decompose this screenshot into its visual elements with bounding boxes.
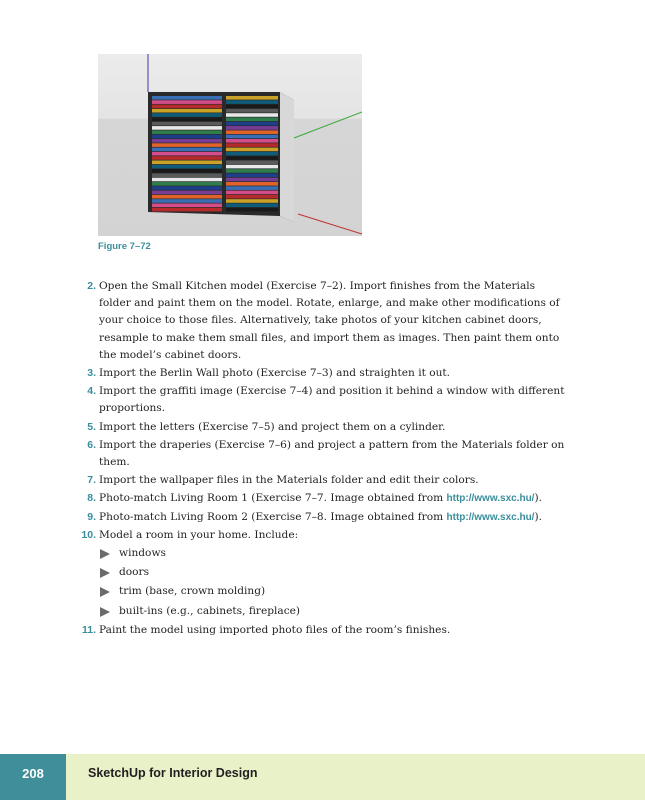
book-spine	[226, 143, 278, 147]
book-title: SketchUp for Interior Design	[88, 766, 258, 780]
book-spine	[152, 204, 222, 208]
book-spine	[152, 169, 222, 173]
list-item	[78, 472, 568, 489]
page-footer	[0, 754, 645, 800]
list-item	[78, 365, 568, 382]
item-text: Import the draperies (Exercise 7–6) and project a pattern from the Materials folder on them.	[99, 438, 565, 469]
book-spine	[152, 173, 222, 177]
item-number: 8.	[87, 492, 96, 505]
book-spine	[226, 148, 278, 152]
item-number: 3.	[87, 367, 96, 380]
book-spine	[226, 191, 278, 195]
item-number: 5.	[87, 420, 96, 433]
sub-item-text: windows	[119, 547, 166, 560]
triangle-bullet-icon	[100, 549, 110, 559]
item-text: Paint the model using imported photo files of the room’s finishes.	[99, 623, 451, 636]
book-spine	[226, 161, 278, 165]
item-number: 11.	[81, 623, 96, 636]
page-number: 208	[0, 754, 66, 800]
book-spine	[226, 173, 278, 177]
sub-list-item	[99, 583, 568, 600]
book-spine	[226, 195, 278, 199]
book-spine	[152, 113, 222, 117]
sub-list-item	[99, 545, 568, 562]
list-item	[78, 509, 568, 526]
book-spine	[152, 130, 222, 134]
book-spine	[226, 126, 278, 130]
item-text: Import the wallpaper files in the Materials folder and edit their colors.	[99, 474, 479, 487]
book-spine	[152, 139, 222, 143]
list-item	[78, 622, 568, 639]
book-spine	[226, 152, 278, 156]
book-spine	[152, 143, 222, 147]
sub-list-item	[99, 603, 568, 620]
item-text: Model a room in your home. Include:	[99, 528, 299, 541]
book-spine	[226, 186, 278, 190]
item-number: 10.	[81, 528, 96, 541]
book-spine	[152, 161, 222, 165]
item-number: 6.	[87, 438, 96, 451]
book-spine	[226, 96, 278, 100]
book-spine	[226, 208, 278, 212]
book-spine	[226, 169, 278, 173]
book-spine	[226, 100, 278, 104]
sxc-link[interactable]: http://www.sxc.hu/	[446, 511, 535, 523]
book-spine	[152, 191, 222, 195]
book-spine	[226, 182, 278, 186]
list-item	[78, 490, 568, 507]
item-text: Photo-match Living Room 2 (Exercise 7–8. Image obtained from	[99, 510, 447, 523]
book-spine	[226, 130, 278, 134]
sub-item-text: built-ins (e.g., cabinets, fireplace)	[119, 604, 301, 617]
book-spine	[226, 139, 278, 143]
book-spine	[152, 118, 222, 122]
green-axis-line	[294, 112, 362, 138]
book-spine	[152, 152, 222, 156]
item-text-end: ).	[534, 510, 542, 523]
book-spine	[226, 122, 278, 126]
item-text: Import the graffiti image (Exercise 7–4) and position it behind a window with different proportions.	[99, 385, 565, 415]
book-spine	[226, 199, 278, 203]
sketchup-model-illustration	[98, 54, 362, 236]
book-spine	[152, 165, 222, 169]
book-spine	[152, 195, 222, 199]
book-spine	[226, 109, 278, 113]
sub-item-text: doors	[119, 566, 150, 579]
book-spine	[152, 199, 222, 203]
book-spine	[226, 204, 278, 208]
book-spine	[226, 165, 278, 169]
item-text-end: ).	[534, 492, 542, 505]
book-spine	[152, 135, 222, 139]
book-spines	[152, 96, 278, 211]
book-spine	[152, 105, 222, 109]
sub-item-text: trim (base, crown molding)	[119, 585, 266, 598]
book-spine	[152, 148, 222, 152]
book-spine	[226, 135, 278, 139]
red-axis-line	[298, 214, 362, 234]
list-item	[78, 278, 568, 364]
item-number: 7.	[87, 474, 96, 487]
book-spine	[152, 182, 222, 186]
sub-list	[99, 545, 568, 620]
book-spine	[226, 113, 278, 117]
list-item	[78, 419, 568, 436]
exercise-list	[78, 278, 568, 640]
item-number: 9.	[87, 510, 96, 523]
book-spine	[152, 122, 222, 126]
list-item	[78, 527, 568, 620]
list-item	[78, 437, 568, 471]
book-spine	[152, 96, 222, 100]
book-spine	[152, 208, 222, 212]
item-number: 2.	[87, 280, 96, 292]
item-text: Photo-match Living Room 1 (Exercise 7–7. Image obtained from	[99, 492, 447, 505]
book-spine	[152, 186, 222, 190]
item-text: Open the Small Kitchen model (Exercise 7–2). Import finishes from the Materials folder and paint them on the model. Rotate, enlarge, and make other modifications of your choice to those files. Alternatively, take photos of your kitchen cabinet doors, resample to make them small files, and import them as images. Then paint them onto the model’s cabinet doors.	[99, 280, 560, 361]
list-item	[78, 383, 568, 417]
book-spine	[152, 126, 222, 130]
triangle-bullet-icon	[100, 607, 110, 617]
book-spine	[226, 178, 278, 182]
book-spine	[152, 109, 222, 113]
book-spine	[152, 100, 222, 104]
book-spine	[152, 156, 222, 160]
item-text: Import the Berlin Wall photo (Exercise 7–3) and straighten it out.	[99, 367, 451, 380]
triangle-bullet-icon	[100, 568, 110, 578]
sub-list-item	[99, 564, 568, 581]
figure-caption: Figure 7–72	[98, 241, 151, 252]
book-spine	[226, 156, 278, 160]
book-spine	[152, 178, 222, 182]
shelf-side	[280, 92, 294, 222]
book-spine	[226, 105, 278, 109]
item-text: Import the letters (Exercise 7–5) and project them on a cylinder.	[99, 420, 446, 433]
book-spine	[226, 118, 278, 122]
triangle-bullet-icon	[100, 587, 110, 597]
figure-image	[98, 54, 362, 236]
sxc-link[interactable]: http://www.sxc.hu/	[446, 493, 535, 505]
item-number: 4.	[87, 385, 96, 398]
